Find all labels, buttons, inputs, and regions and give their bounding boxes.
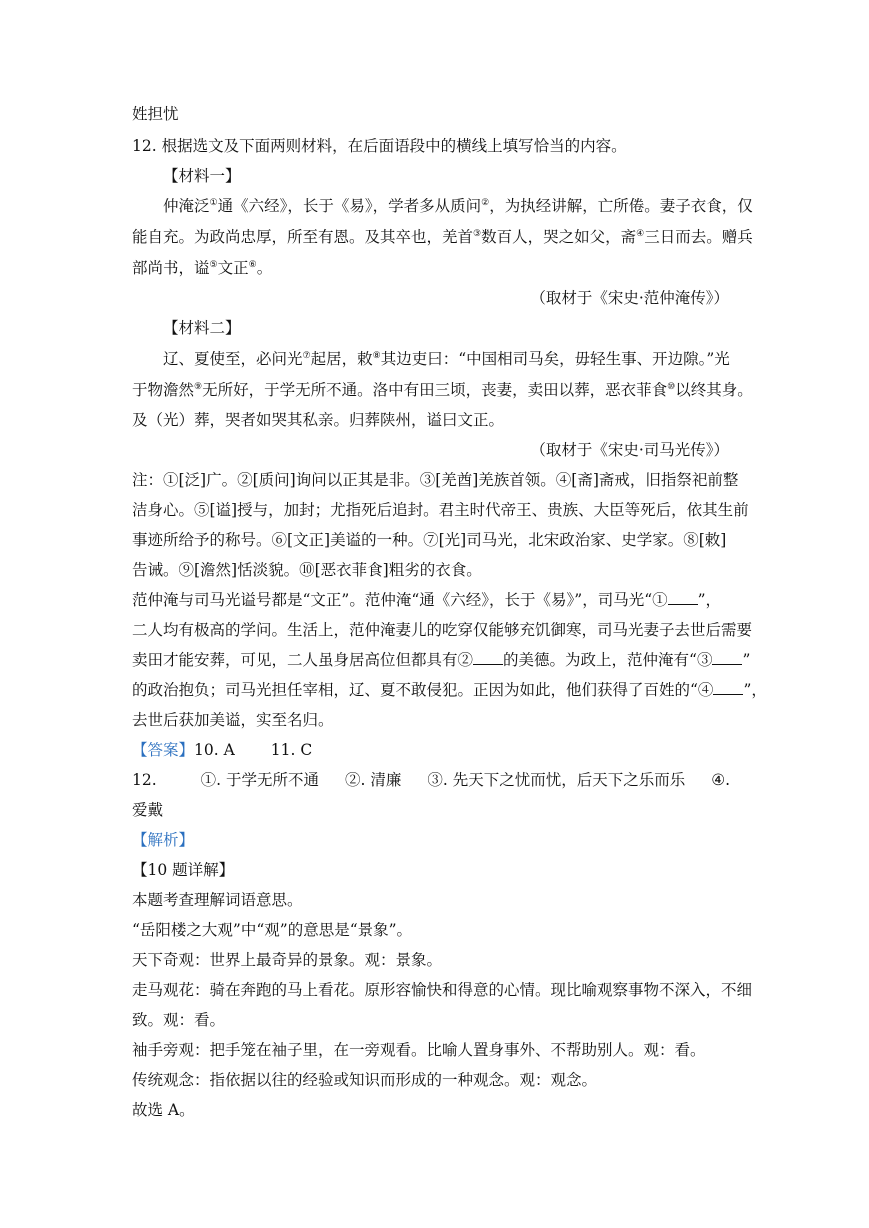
answer-12-line: 12. ①. 于学无所不通 ②. 清廉 ③. 先天下之忧而忧，后天下之乐而乐 ④. [132, 771, 731, 789]
blank-4 [713, 682, 743, 695]
material-one-line: 部尚书，谥⑤文正⑥。 [132, 259, 273, 277]
notes-line: 事迹所给予的称号。⑥[文正]美谥的一种。⑦[光]司马光，北宋政治家、史学家。⑧[敕] [132, 531, 727, 549]
analysis-conclusion: 故选 A。 [132, 1101, 195, 1119]
material-two-source: （取材于《宋史·司马光传》） [530, 441, 729, 459]
notes-line: 注：①[泛]广。②[质问]询问以正其是非。③[羌酋]羌族首领。④[斋]斋戒，旧指祭祀前整 [132, 471, 739, 489]
analysis-line: 走马观花：骑在奔跑的马上看花。原形容愉快和得意的心情。现比喻观察事物不深入，不细 [132, 981, 753, 999]
analysis-line: 致。观：看。 [132, 1011, 226, 1029]
material-two-line: 辽、夏使至，必问光⑦起居，敕⑧其边吏曰：“中国相司马矣，毋轻生事、开边隙。”光 [163, 350, 730, 368]
analysis-line: “岳阳楼之大观”中“观”的意思是“景象”。 [132, 921, 413, 939]
blank-1 [668, 592, 698, 605]
notes-line: 洁身心。⑤[谥]授与，加封；尤指死后追封。君主时代帝王、贵族、大臣等死后，依其生前 [132, 501, 749, 519]
material-two-line: 于物澹然⑨无所好，于学无所不通。洛中有田三顷，丧妻，卖田以葬，恶衣菲食⑩以终其身。 [132, 381, 753, 399]
fill-paragraph-line: 范仲淹与司马光谥号都是“文正”。范仲淹“通《六经》，长于《易》”，司马光“① ”， [132, 591, 722, 609]
analysis-line: 天下奇观：世界上最奇异的景象。观：景象。 [132, 951, 443, 969]
analysis-line: 袖手旁观：把手笼在袖子里，在一旁观看。比喻人置身事外、不帮助别人。观：看。 [132, 1041, 706, 1059]
fill-paragraph-line: 的政治抱负；司马光担任宰相，辽、夏不敢侵犯。正因为如此，他们获得了百姓的“④ ”， [132, 681, 767, 699]
analysis-label: 【解析】 [132, 831, 195, 849]
fill-paragraph-line: 去世后获加美谥，实至名归。 [132, 711, 334, 729]
material-one-line: 能自充。为政尚忠厚，所至有恩。及其卒也，羌首③数百人，哭之如父，斋④三日而去。赠兵 [132, 228, 753, 246]
question-12: 12. 根据选文及下面两则材料，在后面语段中的横线上填写恰当的内容。 [132, 137, 627, 155]
text-line: 姓担忧 [132, 105, 179, 123]
blank-2 [473, 652, 503, 665]
notes-line: 告诫。⑨[澹然]恬淡貌。⑩[恶衣菲食]粗劣的衣食。 [132, 561, 482, 579]
material-two-line: 及（光）葬，哭者如哭其私亲。归葬陕州，谥曰文正。 [132, 411, 505, 429]
answer-label: 【答案】 [132, 741, 195, 759]
q10-heading: 【10 题详解】 [132, 861, 235, 879]
analysis-line: 传统观念：指依据以往的经验或知识而形成的一种观念。观：观念。 [132, 1071, 598, 1089]
blank-3 [712, 652, 742, 665]
material-one-heading: 【材料一】 [163, 167, 241, 185]
fill-paragraph-line: 卖田才能安葬，可见，二人虽身居高位但都具有② 的美德。为政上，范仲淹有“③ ” [132, 651, 751, 669]
material-two-heading: 【材料二】 [163, 319, 241, 337]
fill-paragraph-line: 二人均有极高的学问。生活上，范仲淹妻儿的吃穿仅能够充饥御寒，司马光妻子去世后需要 [132, 621, 753, 639]
analysis-line: 本题考查理解词语意思。 [132, 891, 303, 909]
material-one-line: 仲淹泛①通《六经》，长于《易》，学者多从质问②，为执经讲解，亡所倦。妻子衣食，仅 [163, 197, 753, 215]
answer-line: 【答案】10. A 11. C [132, 741, 313, 759]
answer-12-continuation: 爱戴 [132, 801, 164, 819]
material-one-source: （取材于《宋史·范仲淹传》） [530, 289, 729, 307]
